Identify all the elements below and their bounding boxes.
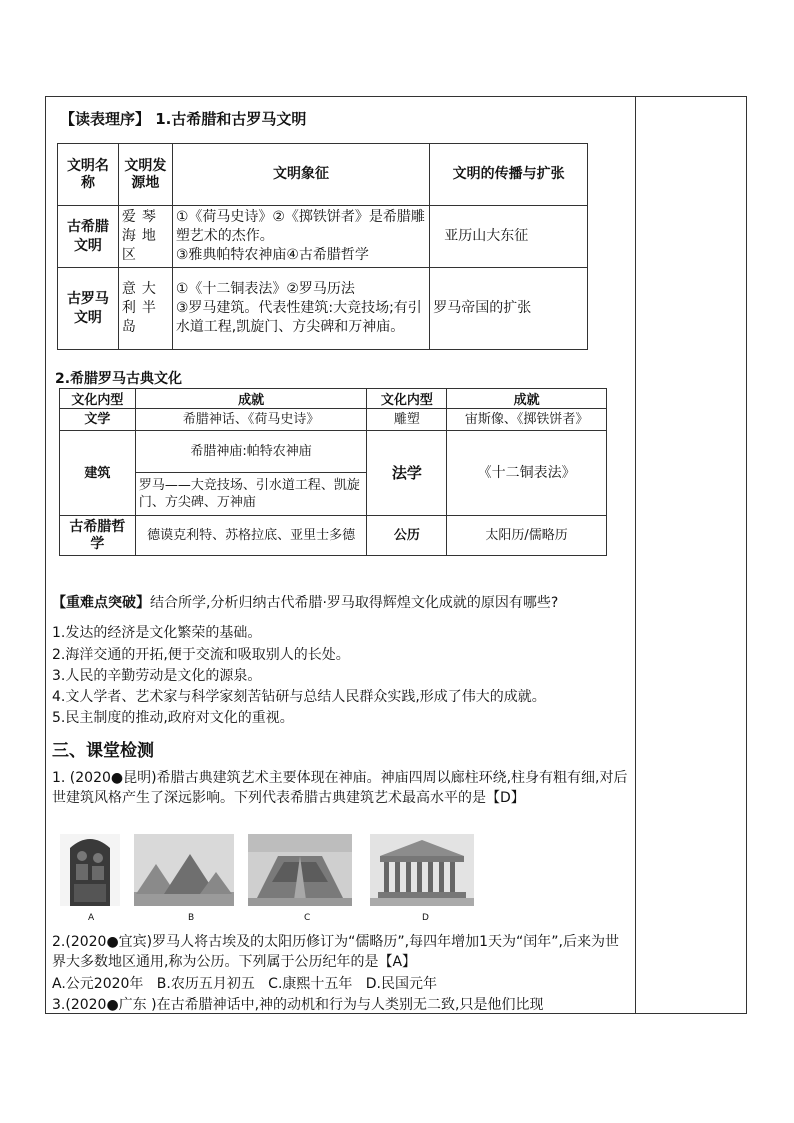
question-2-options: A.公元2020年 B.农历五月初五 C.康熙十五年 D.民国元年 [52,976,437,992]
philosophy-type: 古希腊哲学 [60,516,136,556]
header-spread: 文明的传播与扩张 [430,144,588,206]
reason-5: 5.民主制度的推动,政府对文化的重视。 [52,710,294,726]
stele-image [60,834,120,906]
culture-header-type1: 文化内型 [60,389,136,409]
header-name: 文明名称 [58,144,119,206]
pic-label-a: A [88,913,95,923]
law-type: 法学 [367,431,447,516]
row-greece-name: 古希腊文明 [58,206,119,268]
read-table-heading: 【读表理序】 1.古希腊和古罗马文明 [60,110,307,128]
sculpture-type: 雕塑 [367,409,447,431]
row-rome-origin: 意大利半岛 [118,268,172,350]
law-achievement: 《十二铜表法》 [447,431,607,516]
header-origin: 文明发源地 [118,144,172,206]
architecture-type: 建筑 [60,431,136,516]
culture-heading: 2.希腊罗马古典文化 [55,371,183,387]
parthenon-image [370,834,474,906]
keypoint-line [52,592,642,612]
row-greece-symbol-line1: ①《荷马史诗》②《掷铁饼者》是希腊雕塑艺术的杰作。 [175,209,425,244]
pic-label-b: B [188,913,195,923]
keypoint-question: 结合所学,分析归纳古代希腊·罗马取得辉煌文化成就的原因有哪些? [150,595,559,611]
literature-achievement: 希腊神话、《荷马史诗》 [135,409,367,431]
calendar-type: 公历 [367,516,447,556]
header-symbol: 文明象征 [172,144,429,206]
civilization-table [57,143,588,350]
reason-1: 1.发达的经济是文化繁荣的基础。 [52,625,262,641]
quiz-heading: 三、课堂检测 [52,741,154,761]
architecture-greek: 希腊神庙:帕特农神庙 [135,431,367,473]
culture-header-ach1: 成就 [135,389,367,409]
keypoint-label: 【重难点突破】 [52,595,150,611]
row-rome-name: 古罗马文明 [58,268,119,350]
architecture-roman: 罗马——大竞技场、引水道工程、凯旋门、方尖碑、万神庙 [135,473,367,516]
sculpture-achievement: 宙斯像、《掷铁饼者》 [447,409,607,431]
row-greece-symbol [172,206,429,268]
mesoamerican-pyramid-image [248,834,352,906]
culture-table [59,388,607,556]
row-rome-symbol [172,268,429,350]
pic-label-d: D [422,913,429,923]
question-2: 2.(2020●宜宾)罗马人将古埃及的太阳历修订为“儒略历”,每四年增加1天为“闰年”,后来为世界大多数地区通用,称为公历。下列属于公历纪年的是【A】 [52,934,619,970]
reason-3: 3.人民的辛勤劳动是文化的源泉。 [52,668,262,684]
culture-header-ach2: 成就 [447,389,607,409]
reason-2: 2.海洋交通的开拓,便于交流和吸取别人的长处。 [52,647,350,663]
pyramids-image [134,834,234,906]
question-3: 3.(2020●广东 )在古希腊神话中,神的动机和行为与人类别无二致,只是他们比现 [52,997,544,1013]
calendar-achievement: 太阳历/儒略历 [447,516,607,556]
row-rome-symbol-line2: ③罗马建筑。代表性建筑:大竞技场;有引水道工程,凯旋门、方尖碑和万神庙。 [175,300,422,335]
question-1: 1. (2020●昆明)希腊古典建筑艺术主要体现在神庙。神庙四周以廊柱环绕,柱身有粗有细,对后世建筑风格产生了深远影响。下列代表希腊古典建筑艺术最高水平的是【D】 [52,770,628,806]
philosophy-achievement: 德谟克利特、苏格拉底、亚里士多德 [135,516,367,556]
row-rome-spread: 罗马帝国的扩张 [430,268,588,350]
row-greece-origin: 爱琴海地区 [118,206,172,268]
literature-type: 文学 [60,409,136,431]
reason-4: 4.文人学者、艺术家与科学家刻苦钻研与总结人民群众实践,形成了伟大的成就。 [52,689,546,705]
row-greece-symbol-line2: ③雅典帕特农神庙④古希腊哲学 [175,247,369,263]
row-greece-spread: 亚历山大东征 [430,206,588,268]
row-rome-symbol-line1: ①《十二铜表法》②罗马历法 [175,281,355,297]
frame-divider [635,96,636,1014]
pic-label-c: C [304,913,311,923]
culture-header-type2: 文化内型 [367,389,447,409]
